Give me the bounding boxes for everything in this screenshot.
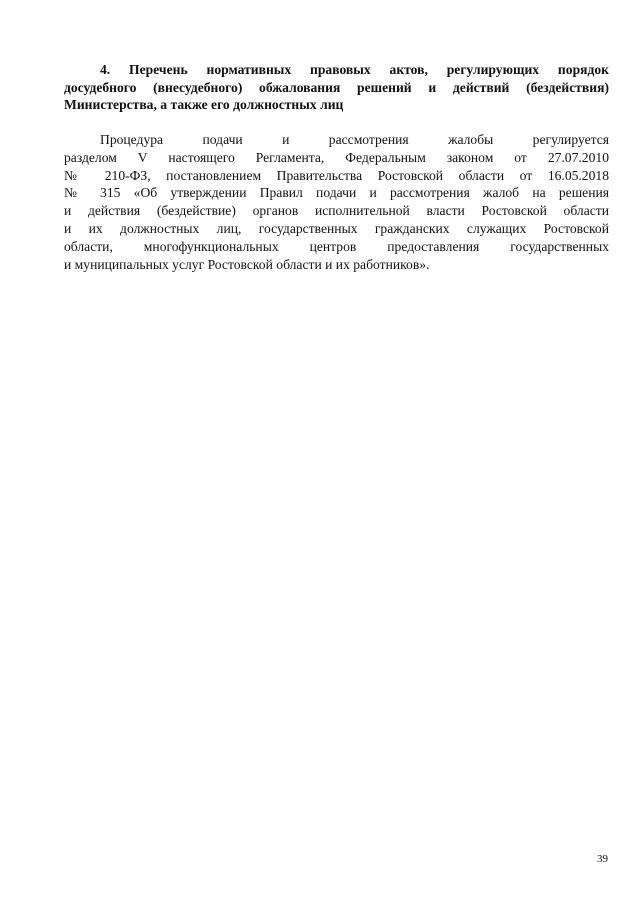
heading-line: досудебного (внесудебного) обжалования решений и действий (бездействия) [64,79,609,95]
paragraph-line: № 210-ФЗ, постановлением Правительства Ростовской области от 16.05.2018 [64,167,609,183]
paragraph-line: и их должностных лиц, государственных гражданских служащих Ростовской [64,220,609,236]
section-heading [64,61,609,114]
paragraph-line: № 315 «Об утверждении Правил подачи и рассмотрения жалоб на решения [64,185,609,201]
paragraph-line: области, многофункциональных центров предоставления государственных [64,238,609,254]
heading-line: Министерства, а также его должностных лиц [64,97,344,112]
body-paragraph [64,131,609,273]
paragraph-line: разделом V настоящего Регламента, Федеральным законом от 27.07.2010 [64,149,609,165]
paragraph-line: Процедура подачи и рассмотрения жалобы регулируется [100,132,609,147]
heading-line: 4. Перечень нормативных правовых актов, регулирующих порядок [100,62,609,77]
paragraph-line: и муниципальных услуг Ростовской области и их работников». [64,256,430,272]
page-number: 39 [597,853,608,865]
paragraph-line: и действия (бездействие) органов исполнительной власти Ростовской области [64,203,609,219]
